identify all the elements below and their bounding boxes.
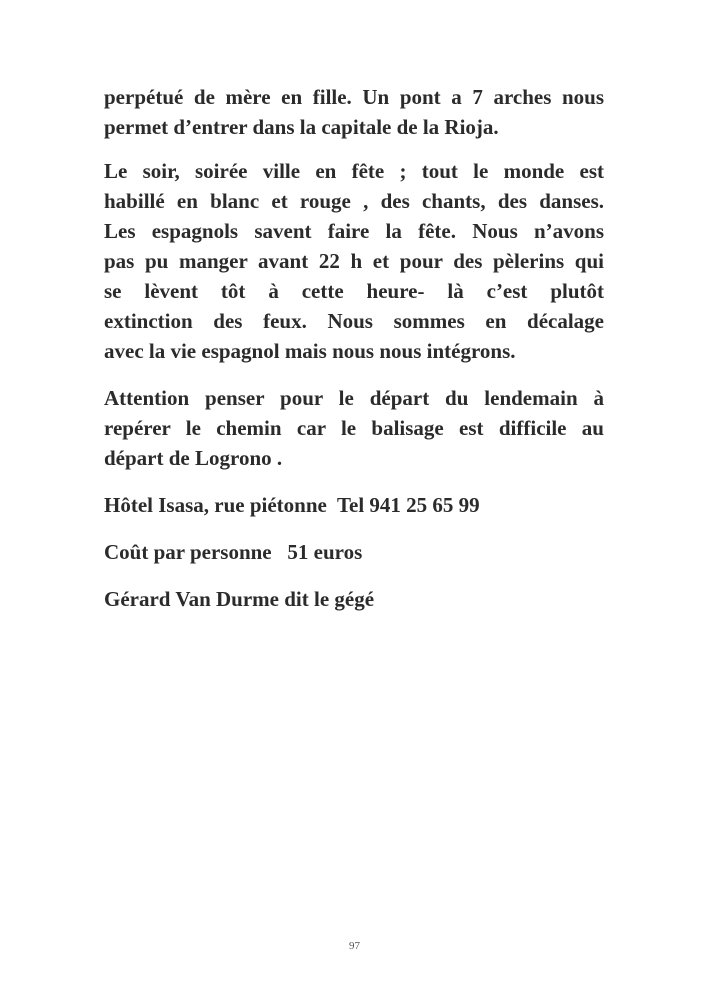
paragraph-line: Les espagnols savent faire la fête. Nous n’avons [104,219,604,243]
paragraph-line: habillé en blanc et rouge , des chants, des danses. [104,189,604,213]
paragraph-line: pas pu manger avant 22 h et pour des pèlerins qui [104,249,604,273]
paragraph-arches [104,82,604,142]
paragraph-line: extinction des feux. Nous sommes en décalage [104,309,604,333]
paragraph-evening-festival [104,156,604,366]
paragraph-line: se lèvent tôt à cette heure- là c’est plutôt [104,279,604,303]
paragraph-signature [104,584,604,614]
paragraph-line: Gérard Van Durme dit le gégé [104,587,375,611]
paragraph-departure-warning [104,383,604,473]
paragraph-line: Hôtel Isasa, rue piétonne Tel 941 25 65 99 [104,493,480,517]
paragraph-line: Attention penser pour le départ du lendemain à [104,386,604,410]
paragraph-line: départ de Logrono . [104,446,283,470]
paragraph-hotel-info [104,490,604,520]
paragraph-cost [104,537,604,567]
paragraph-line: perpétué de mère en fille. Un pont a 7 arches nous [104,85,604,109]
page-number: 97 [349,940,360,952]
paragraph-line: repérer le chemin car le balisage est difficile au [104,416,604,440]
paragraph-line: Coût par personne 51 euros [104,540,363,564]
paragraph-line: permet d’entrer dans la capitale de la Rioja. [104,115,499,139]
paragraph-line: avec la vie espagnol mais nous nous intégrons. [104,339,516,363]
paragraph-line: Le soir, soirée ville en fête ; tout le monde est [104,159,604,183]
